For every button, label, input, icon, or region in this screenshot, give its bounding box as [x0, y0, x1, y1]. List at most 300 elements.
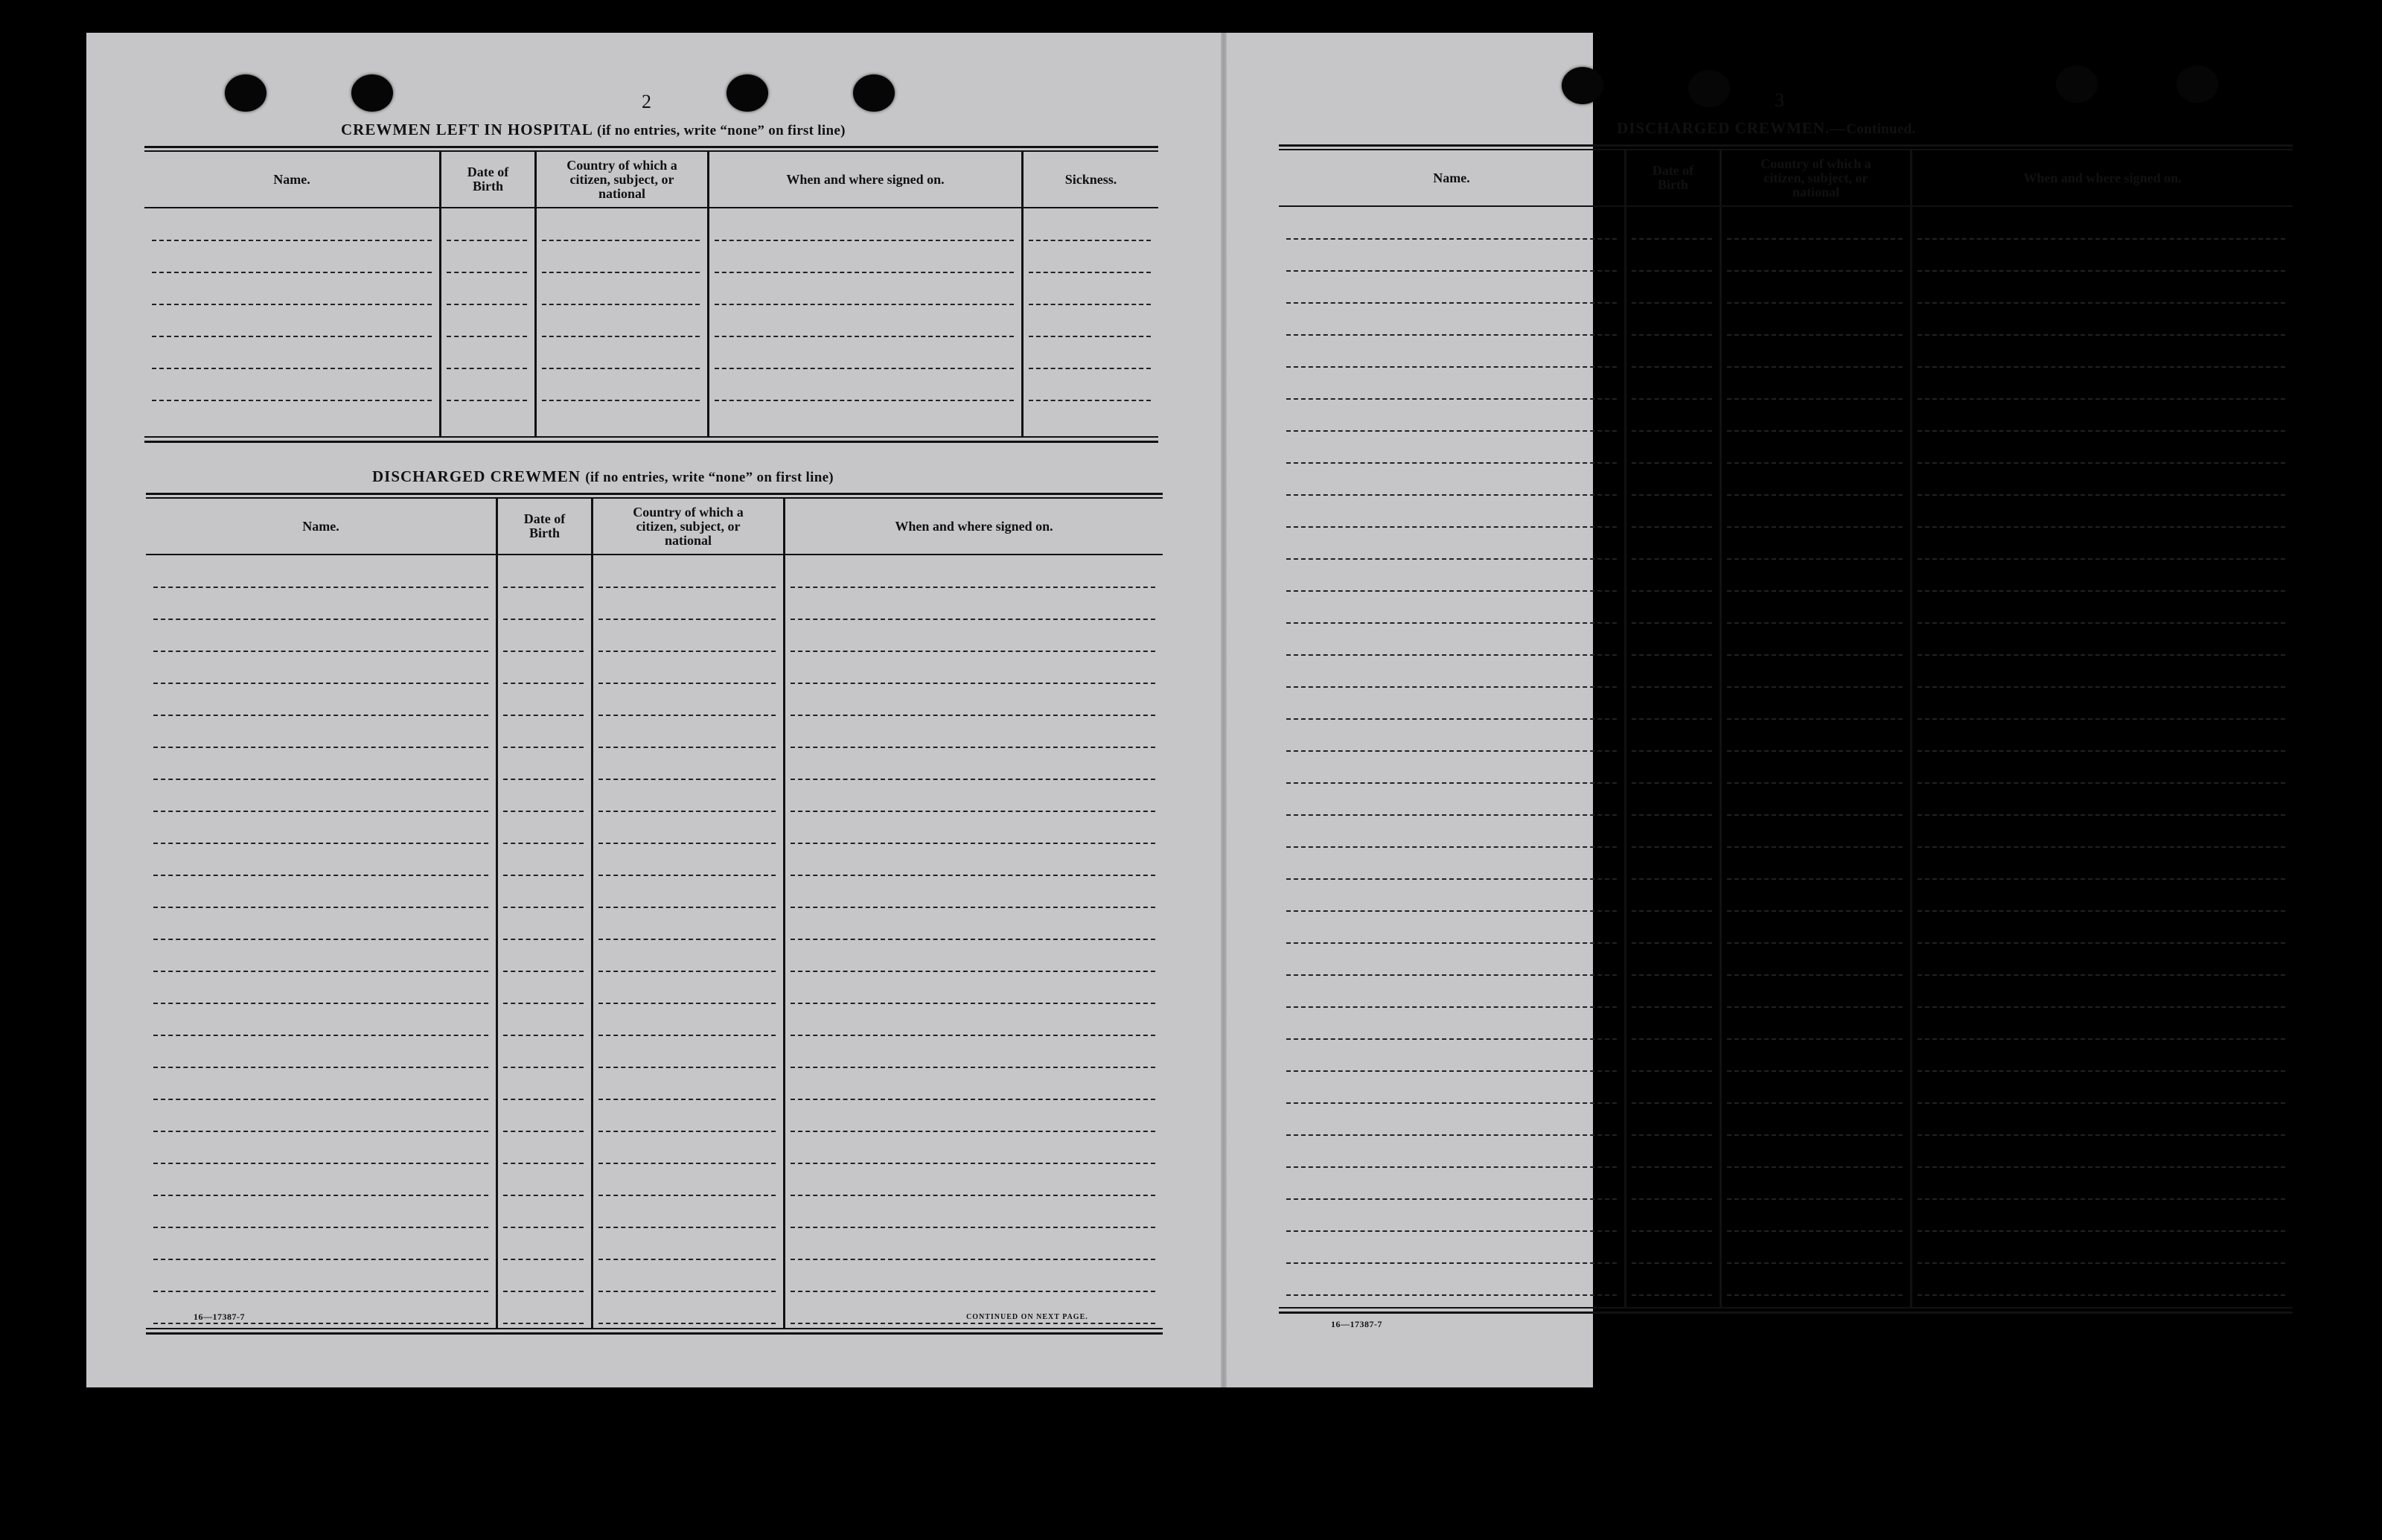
entry-line	[503, 1035, 584, 1036]
entry-line	[1918, 494, 2285, 496]
entry-line	[1286, 590, 1617, 592]
entry-line	[1632, 238, 1712, 240]
entry-line	[598, 1035, 776, 1036]
entry-line	[791, 1067, 1155, 1068]
entry-line	[153, 1323, 488, 1324]
entry-line	[1632, 462, 1712, 464]
entry-line	[1632, 654, 1712, 656]
entry-line	[1286, 430, 1617, 432]
column-header-date-of-birth: Date of Birth	[467, 164, 509, 194]
entry-line	[447, 304, 527, 305]
section-title-discharged-continued	[1617, 119, 1915, 138]
entry-line	[1727, 526, 1903, 528]
entry-line	[1286, 270, 1617, 272]
entry-line	[1632, 1134, 1712, 1136]
entry-line	[447, 240, 527, 241]
entry-line	[598, 1131, 776, 1132]
entry-line	[153, 1227, 488, 1228]
entry-line	[503, 1291, 584, 1292]
entry-line	[1727, 462, 1903, 464]
entry-line	[1727, 1262, 1903, 1264]
entry-line	[598, 1163, 776, 1164]
entry-line	[447, 368, 527, 369]
entry-line	[1286, 302, 1617, 304]
entry-line	[791, 907, 1155, 908]
entry-line	[503, 619, 584, 620]
column-header-signed-on: When and where signed on.	[786, 171, 945, 187]
entry-line	[1632, 1230, 1712, 1232]
entry-line	[598, 683, 776, 684]
entry-line	[1286, 462, 1617, 464]
column-header-name: Name.	[1433, 170, 1470, 185]
entry-line	[1727, 814, 1903, 816]
entry-line	[503, 779, 584, 780]
entry-line	[598, 1099, 776, 1100]
discharged-continued-table	[1279, 144, 2293, 1316]
entry-line	[1286, 846, 1617, 848]
entry-line	[1632, 270, 1712, 272]
entry-line	[791, 587, 1155, 588]
entry-line	[1029, 240, 1151, 241]
entry-line	[153, 1131, 488, 1132]
entry-line	[1286, 718, 1617, 720]
entry-line	[1727, 558, 1903, 560]
entry-line	[503, 907, 584, 908]
column-header-country: Country of which a citizen, subject, or national	[633, 504, 744, 548]
entry-line	[1727, 1294, 1903, 1296]
entry-line	[1727, 1070, 1903, 1072]
entry-line	[503, 1131, 584, 1132]
entry-line	[791, 843, 1155, 844]
entry-line	[1632, 942, 1712, 944]
punch-hole	[1562, 67, 1603, 104]
entry-line	[1632, 846, 1712, 848]
entry-line	[1286, 1294, 1617, 1296]
entry-line	[1286, 334, 1617, 336]
entry-line	[153, 971, 488, 972]
entry-line	[503, 1163, 584, 1164]
entry-line	[153, 811, 488, 812]
entry-line	[1632, 878, 1712, 880]
section-note: (if no entries, write “none” on first line)	[596, 123, 846, 138]
entry-line	[598, 587, 776, 588]
entry-line	[1727, 302, 1903, 304]
entry-line	[1286, 526, 1617, 528]
entry-line	[598, 875, 776, 876]
entry-line	[152, 400, 432, 401]
entry-line	[598, 619, 776, 620]
entry-line	[1918, 718, 2285, 720]
continued-note: CONTINUED ON NEXT PAGE.	[966, 1313, 1088, 1321]
entry-line	[1632, 558, 1712, 560]
entry-line	[1918, 270, 2285, 272]
entry-line	[503, 587, 584, 588]
entry-line	[1286, 238, 1617, 240]
entry-line	[1918, 238, 2285, 240]
discharged-table	[146, 493, 1163, 1337]
entry-line	[1632, 1166, 1712, 1168]
entry-line	[1286, 1038, 1617, 1040]
entry-line	[1286, 398, 1617, 400]
entry-line	[1727, 238, 1903, 240]
entry-line	[1918, 1070, 2285, 1072]
entry-line	[1918, 1038, 2285, 1040]
entry-line	[1286, 1070, 1617, 1072]
entry-line	[1286, 1166, 1617, 1168]
entry-line	[1727, 910, 1903, 912]
entry-line	[1918, 1262, 2285, 1264]
entry-line	[598, 1291, 776, 1292]
entry-line	[791, 619, 1155, 620]
entry-line	[1918, 686, 2285, 688]
entry-line	[1632, 398, 1712, 400]
entry-line	[1918, 1230, 2285, 1232]
column-header-date-of-birth: Date of Birth	[1652, 163, 1694, 192]
entry-line	[1918, 590, 2285, 592]
entry-line	[1918, 462, 2285, 464]
entry-line	[1286, 750, 1617, 752]
entry-line	[1727, 750, 1903, 752]
punch-hole	[351, 74, 393, 112]
entry-line	[1727, 718, 1903, 720]
entry-line	[1918, 302, 2285, 304]
entry-line	[1632, 430, 1712, 432]
entry-line	[1918, 1166, 2285, 1168]
punch-hole	[1688, 70, 1730, 107]
entry-line	[1918, 558, 2285, 560]
entry-line	[1029, 304, 1151, 305]
entry-line	[503, 1099, 584, 1100]
entry-line	[1727, 366, 1903, 368]
entry-line	[153, 587, 488, 588]
entry-line	[1918, 814, 2285, 816]
entry-line	[791, 1227, 1155, 1228]
punch-hole	[727, 74, 768, 112]
entry-line	[542, 400, 700, 401]
entry-line	[447, 336, 527, 337]
entry-line	[1632, 494, 1712, 496]
entry-line	[598, 1323, 776, 1324]
punch-hole	[853, 74, 895, 112]
entry-line	[791, 939, 1155, 940]
entry-line	[1727, 1134, 1903, 1136]
entry-line	[1286, 878, 1617, 880]
entry-line	[1727, 494, 1903, 496]
entry-line	[791, 715, 1155, 716]
entry-line	[152, 272, 432, 273]
entry-line	[542, 336, 700, 337]
entry-line	[791, 1003, 1155, 1004]
entry-line	[598, 971, 776, 972]
entry-line	[598, 1195, 776, 1196]
column-header-signed-on: When and where signed on.	[2023, 170, 2182, 185]
entry-line	[1632, 1070, 1712, 1072]
entry-line	[1286, 782, 1617, 784]
entry-line	[503, 811, 584, 812]
entry-line	[447, 272, 527, 273]
entry-line	[153, 683, 488, 684]
entry-line	[1632, 526, 1712, 528]
entry-line	[153, 619, 488, 620]
entry-line	[503, 875, 584, 876]
entry-line	[791, 747, 1155, 748]
entry-line	[1286, 1230, 1617, 1232]
entry-line	[1286, 366, 1617, 368]
entry-line	[1727, 1038, 1903, 1040]
entry-line	[791, 1195, 1155, 1196]
entry-line	[791, 779, 1155, 780]
entry-line	[153, 1163, 488, 1164]
entry-line	[598, 811, 776, 812]
entry-line	[542, 240, 700, 241]
entry-line	[1632, 1294, 1712, 1296]
entry-line	[1632, 782, 1712, 784]
entry-line	[1918, 430, 2285, 432]
entry-line	[1286, 686, 1617, 688]
entry-line	[1632, 302, 1712, 304]
entry-line	[1029, 272, 1151, 273]
entry-line	[1632, 1198, 1712, 1200]
entry-line	[503, 1195, 584, 1196]
entry-line	[598, 747, 776, 748]
entry-line	[1727, 622, 1903, 624]
entry-line	[1727, 430, 1903, 432]
entry-line	[791, 1323, 1155, 1324]
entry-line	[1727, 1006, 1903, 1008]
entry-line	[791, 1131, 1155, 1132]
page-number: 2	[642, 91, 651, 112]
page-fold	[1221, 33, 1227, 1387]
entry-line	[542, 272, 700, 273]
entry-line	[1632, 814, 1712, 816]
entry-line	[1727, 1166, 1903, 1168]
entry-line	[503, 1003, 584, 1004]
entry-line	[1632, 1038, 1712, 1040]
entry-line	[791, 683, 1155, 684]
entry-line	[153, 1003, 488, 1004]
entry-line	[598, 1259, 776, 1260]
entry-line	[1632, 974, 1712, 976]
entry-line	[1632, 686, 1712, 688]
entry-line	[153, 1259, 488, 1260]
entry-line	[153, 843, 488, 844]
entry-line	[153, 939, 488, 940]
entry-line	[1918, 1134, 2285, 1136]
entry-line	[1632, 622, 1712, 624]
section-note: (if no entries, write “none” on first line)	[585, 470, 834, 485]
entry-line	[1918, 622, 2285, 624]
entry-line	[791, 971, 1155, 972]
entry-line	[1286, 910, 1617, 912]
column-header-signed-on: When and where signed on.	[895, 518, 1053, 534]
entry-line	[1727, 1230, 1903, 1232]
entry-line	[1918, 878, 2285, 880]
entry-line	[153, 907, 488, 908]
entry-line	[1632, 1102, 1712, 1104]
entry-line	[1286, 1134, 1617, 1136]
entry-line	[791, 875, 1155, 876]
entry-line	[153, 651, 488, 652]
entry-line	[542, 304, 700, 305]
section-title-discharged	[372, 467, 834, 486]
section-title-text: DISCHARGED CREWMEN.—	[1617, 119, 1847, 137]
entry-line	[503, 1067, 584, 1068]
entry-line	[1727, 942, 1903, 944]
entry-line	[1632, 910, 1712, 912]
column-header-country: Country of which a citizen, subject, or national	[1760, 156, 1871, 199]
entry-line	[153, 1291, 488, 1292]
entry-line	[542, 368, 700, 369]
entry-line	[1727, 654, 1903, 656]
entry-line	[152, 240, 432, 241]
entry-line	[1918, 1006, 2285, 1008]
entry-line	[715, 336, 1014, 337]
entry-line	[1286, 974, 1617, 976]
entry-line	[598, 907, 776, 908]
left-page	[86, 33, 1221, 1387]
punch-hole	[2177, 66, 2218, 103]
entry-line	[1632, 590, 1712, 592]
entry-line	[791, 651, 1155, 652]
entry-line	[598, 715, 776, 716]
entry-line	[1727, 1198, 1903, 1200]
section-title-text: CREWMEN LEFT IN HOSPITAL	[341, 121, 593, 138]
form-code: 16—17387-7	[1331, 1319, 1382, 1329]
entry-line	[1918, 526, 2285, 528]
entry-line	[503, 1259, 584, 1260]
entry-line	[1727, 686, 1903, 688]
entry-line	[1286, 494, 1617, 496]
entry-line	[1918, 910, 2285, 912]
entry-line	[153, 779, 488, 780]
entry-line	[1727, 1102, 1903, 1104]
entry-line	[1286, 1198, 1617, 1200]
entry-line	[1727, 846, 1903, 848]
punch-hole	[225, 74, 266, 112]
hospital-table	[144, 146, 1158, 444]
entry-line	[153, 1035, 488, 1036]
entry-line	[1918, 846, 2285, 848]
entry-line	[1286, 558, 1617, 560]
entry-line	[1286, 1102, 1617, 1104]
entry-line	[503, 939, 584, 940]
entry-line	[1632, 718, 1712, 720]
entry-line	[503, 1323, 584, 1324]
entry-line	[598, 1067, 776, 1068]
section-title-suffix: Continued.	[1846, 121, 1916, 137]
entry-line	[1632, 1262, 1712, 1264]
entry-line	[791, 1035, 1155, 1036]
entry-line	[791, 1163, 1155, 1164]
entry-line	[715, 304, 1014, 305]
entry-line	[1918, 1102, 2285, 1104]
entry-line	[598, 939, 776, 940]
entry-line	[503, 715, 584, 716]
entry-line	[503, 683, 584, 684]
entry-line	[1286, 1006, 1617, 1008]
entry-line	[1286, 622, 1617, 624]
entry-line	[598, 779, 776, 780]
column-header-date-of-birth: Date of Birth	[523, 511, 566, 540]
entry-line	[1286, 814, 1617, 816]
entry-line	[1727, 270, 1903, 272]
entry-line	[1727, 782, 1903, 784]
entry-line	[503, 843, 584, 844]
section-title-hospital	[341, 121, 846, 139]
entry-line	[153, 715, 488, 716]
entry-line	[1918, 974, 2285, 976]
entry-line	[1918, 398, 2285, 400]
entry-line	[1727, 974, 1903, 976]
entry-line	[1029, 400, 1151, 401]
entry-line	[1286, 654, 1617, 656]
entry-line	[598, 1227, 776, 1228]
entry-line	[1632, 366, 1712, 368]
entry-line	[447, 400, 527, 401]
entry-line	[1918, 750, 2285, 752]
punch-hole	[2056, 66, 2098, 103]
entry-line	[598, 1003, 776, 1004]
entry-line	[503, 747, 584, 748]
entry-line	[503, 971, 584, 972]
column-header-name: Name.	[273, 171, 310, 187]
entry-line	[1029, 368, 1151, 369]
entry-line	[153, 747, 488, 748]
entry-line	[1918, 942, 2285, 944]
entry-line	[152, 368, 432, 369]
entry-line	[1632, 334, 1712, 336]
entry-line	[715, 272, 1014, 273]
entry-line	[791, 1291, 1155, 1292]
entry-line	[153, 1099, 488, 1100]
entry-line	[715, 368, 1014, 369]
entry-line	[1632, 1006, 1712, 1008]
entry-line	[152, 304, 432, 305]
entry-line	[598, 843, 776, 844]
entry-line	[715, 240, 1014, 241]
entry-line	[1918, 782, 2285, 784]
entry-line	[503, 651, 584, 652]
entry-line	[1632, 750, 1712, 752]
entry-line	[1918, 366, 2285, 368]
entry-line	[1029, 336, 1151, 337]
entry-line	[1727, 334, 1903, 336]
entry-line	[1727, 878, 1903, 880]
entry-line	[1286, 1262, 1617, 1264]
entry-line	[1286, 942, 1617, 944]
entry-line	[153, 1195, 488, 1196]
entry-line	[1727, 590, 1903, 592]
entry-line	[1918, 1198, 2285, 1200]
column-header-country: Country of which a citizen, subject, or national	[566, 157, 677, 201]
section-title-text: DISCHARGED CREWMEN	[372, 467, 581, 485]
entry-line	[791, 1259, 1155, 1260]
entry-line	[153, 875, 488, 876]
entry-line	[1918, 654, 2285, 656]
entry-line	[152, 336, 432, 337]
form-code: 16—17387-7	[194, 1311, 245, 1322]
entry-line	[153, 1067, 488, 1068]
entry-line	[503, 1227, 584, 1228]
right-page	[1227, 33, 2337, 1387]
entry-line	[1918, 1294, 2285, 1296]
entry-line	[1918, 334, 2285, 336]
entry-line	[598, 651, 776, 652]
entry-line	[1727, 398, 1903, 400]
entry-line	[791, 1099, 1155, 1100]
entry-line	[791, 811, 1155, 812]
column-header-name: Name.	[302, 518, 339, 534]
